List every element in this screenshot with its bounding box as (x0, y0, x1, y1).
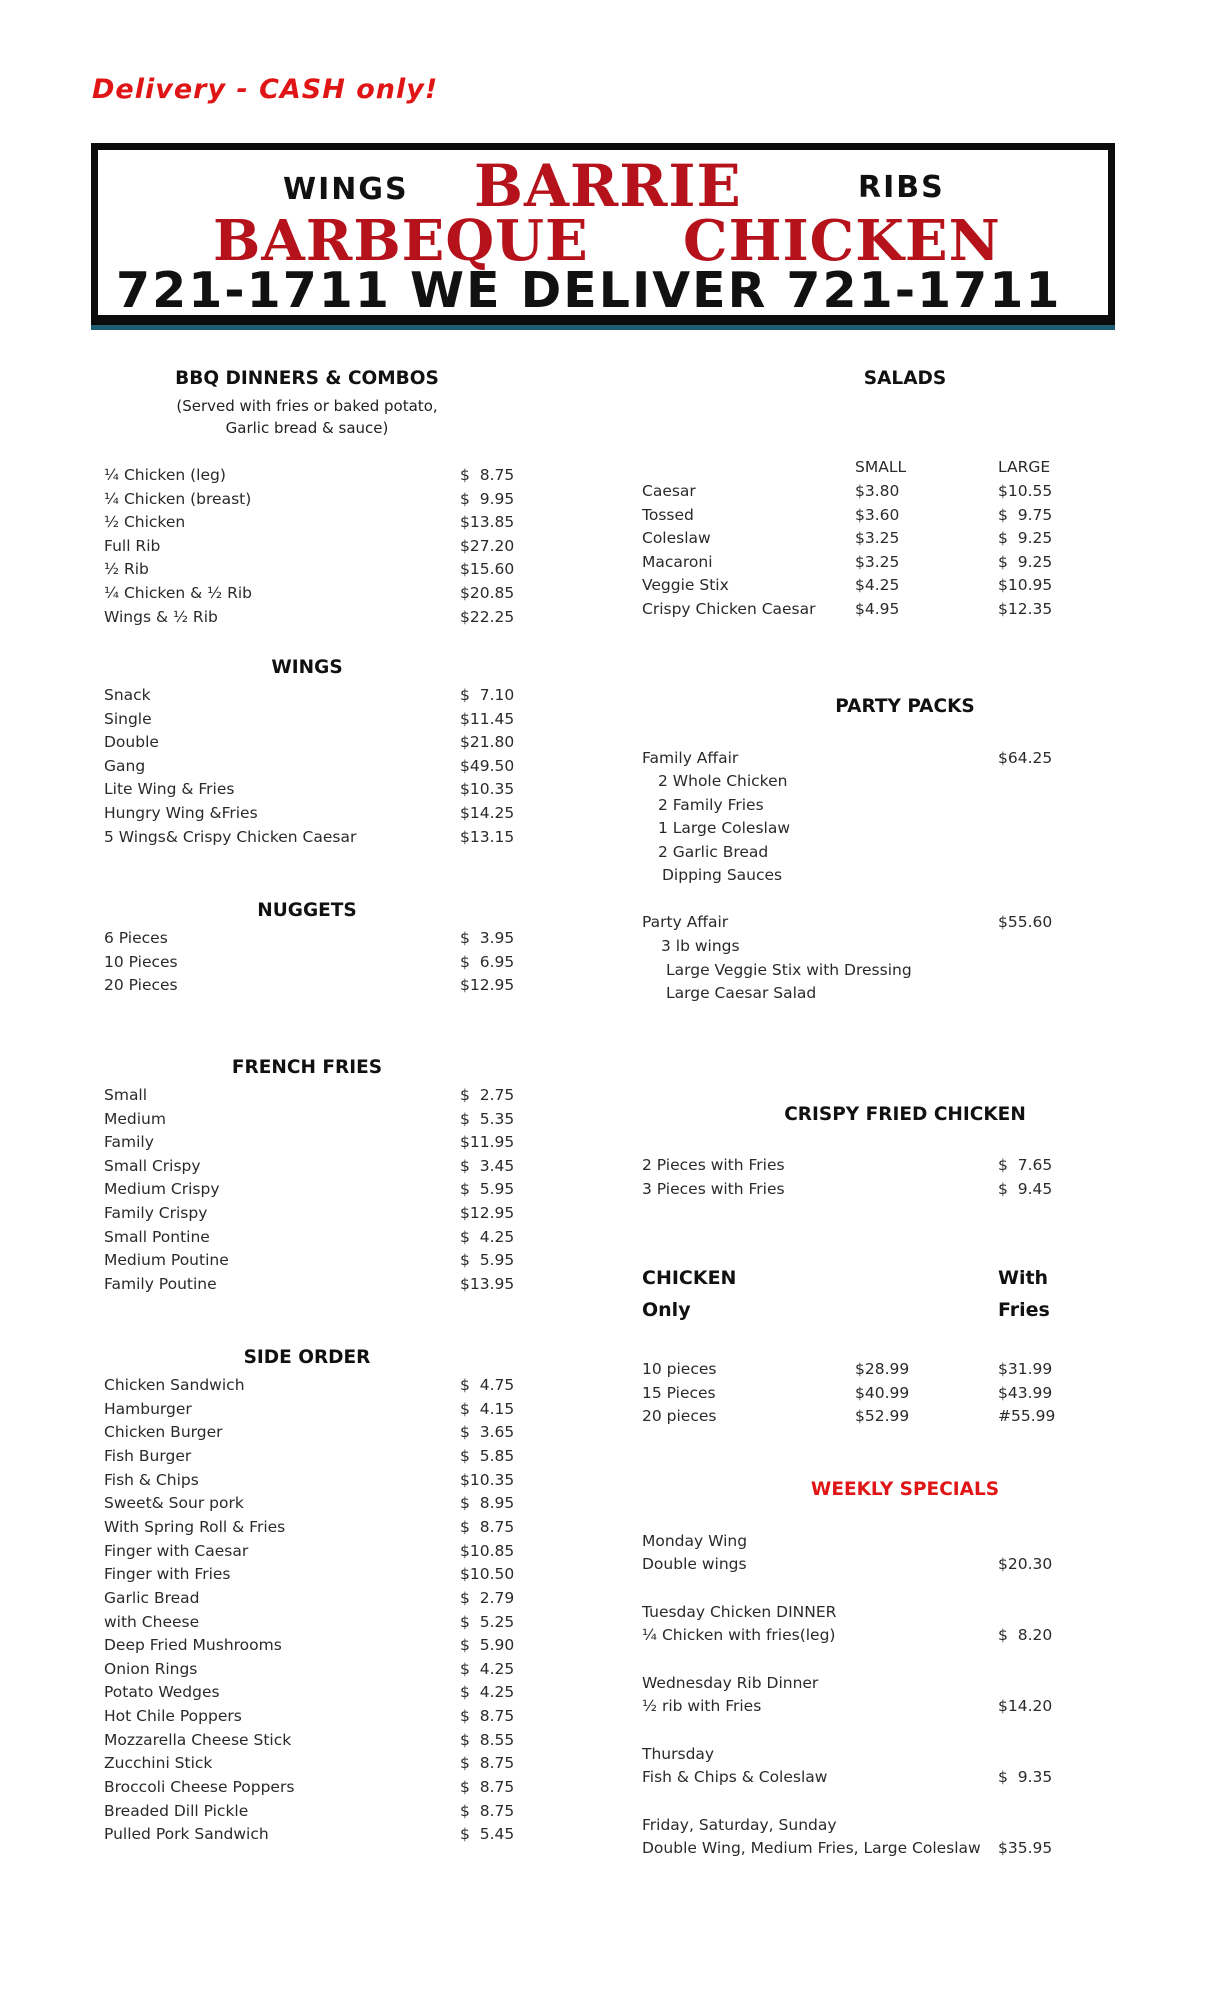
special-day: Monday Wing (642, 1532, 748, 1550)
menu-item-name: 20 Pieces (104, 976, 178, 995)
menu-item-name: Small (104, 1086, 148, 1104)
menu-item-price-small: $3.25 (855, 552, 900, 571)
menu-item-price: $ 5.25 (460, 1612, 515, 1631)
party-family-item: 2 Family Fries (658, 795, 764, 814)
menu-item-name: Garlic Bread (104, 1588, 200, 1607)
menu-item-name: Snack (104, 686, 151, 704)
menu-item-price: $ 5.90 (460, 1636, 515, 1655)
special-day: Friday, Saturday, Sunday (642, 1816, 837, 1834)
banner-wings: WINGS (283, 172, 409, 207)
menu-item-name: 10 pieces (642, 1360, 717, 1378)
menu-item-name: Family Poutine (104, 1274, 217, 1293)
party-affair-name: Party Affair (642, 913, 729, 931)
menu-item-name: ¼ Chicken (leg) (104, 466, 226, 484)
bbq-subtitle-1: (Served with fries or baked potato, (176, 397, 438, 415)
salads-col-small: SMALL (855, 458, 907, 476)
section-title-fries: FRENCH FRIES (231, 1057, 383, 1078)
menu-item-name: Veggie Stix (642, 576, 729, 595)
menu-item-price: $12.95 (460, 976, 515, 995)
menu-item-price-small: $3.60 (855, 505, 900, 524)
menu-item-price-large: $10.95 (998, 576, 1053, 595)
special-desc: Fish & Chips & Coleslaw (642, 1768, 828, 1786)
menu-item-price: $ 3.65 (460, 1423, 515, 1442)
bbq-subtitle-2: Garlic bread & sauce) (225, 419, 389, 437)
menu-item-price: $ 5.95 (460, 1180, 515, 1199)
menu-item-price: $ 5.85 (460, 1446, 515, 1465)
menu-item-price: $14.25 (460, 804, 515, 822)
menu-item-name: Family Crispy (104, 1204, 208, 1222)
menu-item-name: 20 pieces (642, 1407, 717, 1426)
menu-item-price: $ 8.55 (460, 1730, 515, 1749)
chicken-only-heading-1: CHICKEN (642, 1267, 737, 1289)
menu-item-price-large: $12.35 (998, 600, 1053, 618)
menu-item-price: $ 4.25 (460, 1659, 515, 1678)
menu-item-name: Broccoli Cheese Poppers (104, 1778, 295, 1797)
banner-barrie: BARRIE (474, 152, 742, 220)
menu-item-price-fries: $31.99 (998, 1360, 1053, 1378)
menu-item-price: $12.95 (460, 1204, 515, 1222)
menu-item-price: $ 7.10 (460, 686, 515, 704)
menu-item-name: Fish & Chips (104, 1470, 199, 1489)
menu-item-name: ¼ Chicken & ½ Rib (104, 584, 253, 602)
menu-item-name: Mozzarella Cheese Stick (104, 1730, 292, 1749)
menu-item-price: $ 2.75 (460, 1086, 515, 1104)
menu-item-price: $11.45 (460, 709, 515, 728)
special-day: Tuesday Chicken DINNER (642, 1603, 837, 1621)
menu-item-price-only: $52.99 (855, 1407, 910, 1426)
special-price: $ 8.20 (998, 1626, 1053, 1644)
menu-item-name: Onion Rings (104, 1659, 198, 1678)
menu-item-name: Finger with Caesar (104, 1541, 249, 1560)
section-title-weekly-specials: WEEKLY SPECIALS (810, 1479, 1000, 1500)
menu-item-price-small: $4.95 (855, 600, 900, 618)
menu-item-price: $ 5.95 (460, 1251, 515, 1270)
menu-item-name: Breaded Dill Pickle (104, 1801, 249, 1820)
chicken-only-heading-2: Only (642, 1299, 691, 1321)
special-price: $20.30 (998, 1555, 1053, 1573)
menu-item-price: $ 8.75 (460, 1754, 515, 1773)
menu-item-name: 2 Pieces with Fries (642, 1156, 785, 1174)
menu-item-price: $ 8.75 (460, 1801, 515, 1820)
section-title-bbq: BBQ DINNERS & COMBOS (175, 368, 439, 389)
menu-item-name: Potato Wedges (104, 1683, 220, 1702)
menu-item-name: Sweet& Sour pork (104, 1494, 244, 1513)
menu-item-price: $13.95 (460, 1274, 515, 1293)
menu-item-price: $ 8.75 (460, 1778, 515, 1797)
special-price: $35.95 (998, 1839, 1053, 1857)
salads-col-large: LARGE (998, 458, 1051, 476)
menu-item-name: 10 Pieces (104, 952, 178, 971)
menu-item-price-fries: #55.99 (998, 1407, 1056, 1426)
menu-item-name: Hungry Wing &Fries (104, 804, 258, 822)
party-family-item: 2 Garlic Bread (658, 842, 769, 861)
section-title-side-order: SIDE ORDER (243, 1347, 371, 1368)
menu-item-price: $ 8.75 (460, 1517, 515, 1536)
menu-item-name: Medium Poutine (104, 1251, 229, 1270)
menu-item-name: Full Rib (104, 536, 161, 555)
menu-item-price: $10.50 (460, 1565, 515, 1584)
menu-item-name: Crispy Chicken Caesar (642, 600, 816, 618)
menu-item-price-large: $ 9.25 (998, 552, 1053, 571)
party-affair-item: 3 lb wings (661, 937, 740, 955)
menu-item-name: with Cheese (104, 1612, 200, 1631)
menu-item-price-large: $ 9.75 (998, 505, 1053, 524)
menu-item-name: Macaroni (642, 552, 713, 571)
banner-phone: 721-1711 WE DELIVER 721-1711 (116, 262, 1062, 319)
menu-item-name: Coleslaw (642, 529, 711, 548)
menu-item-price: $22.25 (460, 607, 515, 626)
menu-item-name: Finger with Fries (104, 1565, 231, 1584)
menu-item-price: $ 5.45 (460, 1825, 515, 1844)
menu-item-price: $ 9.95 (460, 489, 515, 508)
party-family-item: 1 Large Coleslaw (658, 819, 791, 838)
party-family-item: 2 Whole Chicken (658, 772, 788, 790)
menu-item-price-large: $10.55 (998, 482, 1053, 500)
menu-item-price-only: $28.99 (855, 1360, 910, 1378)
menu-item-price-small: $3.80 (855, 482, 900, 500)
menu-item-price: $ 4.15 (460, 1399, 515, 1418)
menu-item-price: $ 4.25 (460, 1683, 515, 1702)
menu-item-name: Gang (104, 756, 146, 775)
special-desc: Double wings (642, 1555, 747, 1573)
menu-item-name: Medium (104, 1109, 166, 1128)
menu-item-price-small: $3.25 (855, 529, 900, 548)
menu-item-name: Zucchini Stick (104, 1754, 213, 1773)
menu-item-name: Lite Wing & Fries (104, 780, 235, 799)
banner-ribs: RIBS (858, 170, 945, 205)
party-family-item: Dipping Sauces (662, 866, 783, 885)
menu-item-name: ½ Rib (104, 560, 149, 579)
menu-item-price: $ 4.25 (460, 1227, 515, 1246)
menu-item-name: Single (104, 709, 152, 728)
menu-item-name: With Spring Roll & Fries (104, 1517, 286, 1536)
menu-item-price: $20.85 (460, 584, 515, 602)
banner-chicken: CHICKEN (683, 208, 1001, 274)
menu-item-name: ¼ Chicken (breast) (104, 489, 252, 508)
special-price: $ 9.35 (998, 1768, 1053, 1786)
special-price: $14.20 (998, 1697, 1053, 1715)
menu-item-price-large: $ 9.25 (998, 529, 1053, 548)
menu-item-price: $ 7.65 (998, 1156, 1053, 1174)
special-desc: Double Wing, Medium Fries, Large Coleslaw (642, 1839, 981, 1857)
menu-item-name: Chicken Burger (104, 1423, 223, 1442)
menu-item-price: $10.35 (460, 780, 515, 799)
menu-item-name: ½ Chicken (104, 513, 186, 532)
section-title-party-packs: PARTY PACKS (835, 696, 975, 717)
menu-item-price-fries: $43.99 (998, 1383, 1053, 1402)
delivery-note: Delivery - CASH only! (92, 74, 439, 105)
section-title-wings: WINGS (271, 657, 343, 678)
restaurant-banner (91, 143, 1115, 325)
menu-item-name: Hamburger (104, 1399, 192, 1418)
menu-item-name: Deep Fried Mushrooms (104, 1636, 282, 1655)
menu-item-name: Pulled Pork Sandwich (104, 1825, 269, 1844)
menu-item-price: $49.50 (460, 756, 515, 775)
section-title-salads: SALADS (863, 368, 947, 389)
section-title-crispy-fried-chicken: CRISPY FRIED CHICKEN (784, 1104, 1026, 1125)
menu-item-price-small: $4.25 (855, 576, 900, 595)
banner-barbeque: BARBEQUE (213, 208, 589, 274)
menu-item-price: $ 4.75 (460, 1376, 515, 1394)
special-desc: ½ rib with Fries (642, 1697, 762, 1715)
menu-item-price: $ 3.45 (460, 1156, 515, 1175)
menu-item-price: $13.85 (460, 513, 515, 532)
with-fries-heading-2: Fries (998, 1299, 1050, 1321)
menu-item-name: Fish Burger (104, 1446, 192, 1465)
special-day: Thursday (642, 1745, 715, 1763)
menu-item-name: Medium Crispy (104, 1180, 220, 1199)
menu-item-price: $ 8.95 (460, 1494, 515, 1513)
party-affair-item: Large Caesar Salad (666, 984, 817, 1003)
party-family-price: $64.25 (998, 749, 1053, 767)
menu-item-price: $11.95 (460, 1133, 515, 1152)
menu-item-name: Caesar (642, 482, 696, 500)
menu-item-name: 15 Pieces (642, 1383, 716, 1402)
menu-item-price: $21.80 (460, 733, 515, 752)
section-title-nuggets: NUGGETS (257, 900, 357, 921)
menu-item-price: $ 9.45 (998, 1179, 1053, 1198)
with-fries-heading-1: With (998, 1267, 1049, 1289)
menu-item-price: $ 8.75 (460, 466, 515, 484)
menu-item-name: 3 Pieces with Fries (642, 1179, 785, 1198)
menu-item-price: $10.85 (460, 1541, 515, 1560)
menu-item-price: $15.60 (460, 560, 515, 579)
menu-item-name: Double (104, 733, 159, 752)
menu-item-name: Wings & ½ Rib (104, 607, 218, 626)
menu-item-name: Small Crispy (104, 1156, 201, 1175)
menu-item-price-only: $40.99 (855, 1383, 910, 1402)
menu-item-price: $ 8.75 (460, 1707, 515, 1726)
menu-item-name: 6 Pieces (104, 929, 168, 947)
special-day: Wednesday Rib Dinner (642, 1674, 819, 1692)
menu-item-name: Small Pontine (104, 1227, 210, 1246)
menu-item-name: Chicken Sandwich (104, 1376, 245, 1394)
special-desc: ¼ Chicken with fries(leg) (642, 1626, 836, 1644)
menu-item-price: $ 2.79 (460, 1588, 515, 1607)
menu-item-price: $ 5.35 (460, 1109, 515, 1128)
menu-item-name: Tossed (642, 505, 694, 524)
party-family-name: Family Affair (642, 749, 739, 767)
menu-item-price: $27.20 (460, 536, 515, 555)
menu-item-name: 5 Wings& Crispy Chicken Caesar (104, 827, 357, 846)
menu-item-name: Hot Chile Poppers (104, 1707, 242, 1726)
party-affair-price: $55.60 (998, 913, 1053, 931)
menu-item-price: $13.15 (460, 827, 515, 846)
party-affair-item: Large Veggie Stix with Dressing (666, 960, 912, 979)
menu-item-price: $10.35 (460, 1470, 515, 1489)
menu-item-price: $ 3.95 (460, 929, 515, 947)
menu-item-name: Family (104, 1133, 154, 1152)
menu-item-price: $ 6.95 (460, 952, 515, 971)
